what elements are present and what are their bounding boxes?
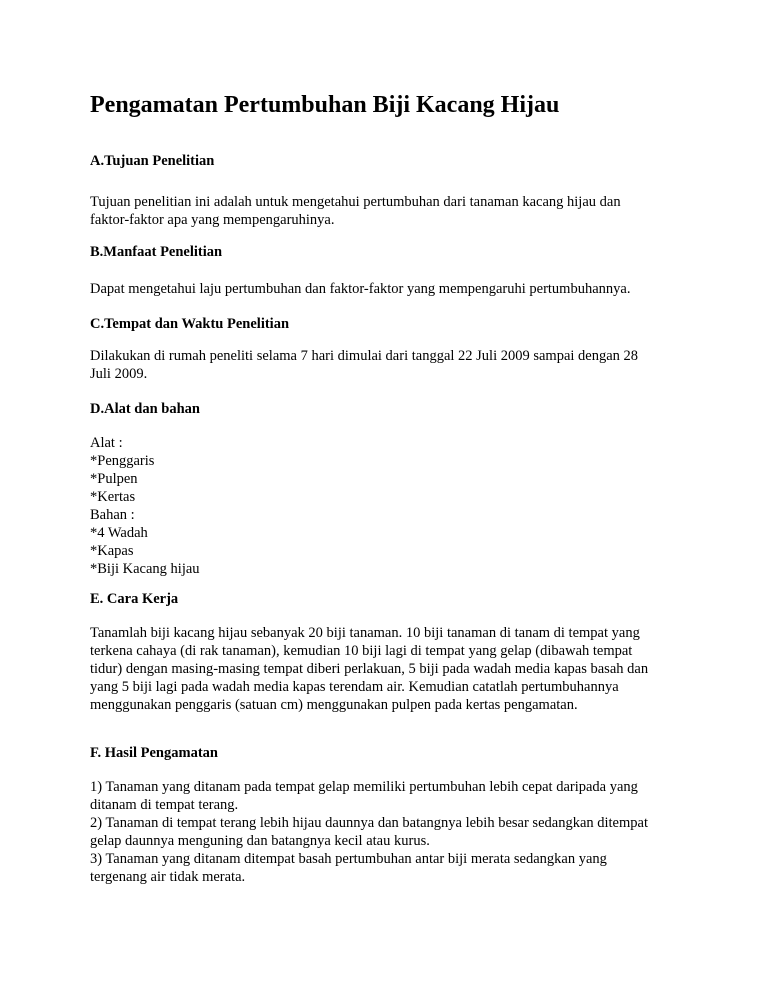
para-tujuan <box>90 193 690 229</box>
list-item: *4 Wadah <box>90 525 148 541</box>
list-item: Bahan : <box>90 507 135 523</box>
text-line: yang 5 biji lagi pada wadah media kapas terendam air. Kemudian catatlah pertumbuhannya <box>90 679 619 695</box>
text-line: Juli 2009. <box>90 366 148 382</box>
list-alat-bahan <box>90 434 690 578</box>
list-item: *Kapas <box>90 543 134 559</box>
list-item: *Pulpen <box>90 471 138 487</box>
heading-tujuan: A.Tujuan Penelitian <box>90 153 215 169</box>
text-line: menggunakan penggaris (satuan cm) menggunakan pulpen pada kertas pengamatan. <box>90 697 578 713</box>
text-line: tergenang air tidak merata. <box>90 869 246 885</box>
heading-hasil: F. Hasil Pengamatan <box>90 745 218 761</box>
list-item: *Penggaris <box>90 453 155 469</box>
text-line: 2) Tanaman di tempat terang lebih hijau daunnya dan batangnya lebih besar sedangkan ditempat <box>90 815 648 831</box>
text-line: 3) Tanaman yang ditanam ditempat basah pertumbuhan antar biji merata sedangkan yang <box>90 851 607 867</box>
para-manfaat <box>90 280 690 298</box>
heading-manfaat: B.Manfaat Penelitian <box>90 244 223 260</box>
heading-tempat: C.Tempat dan Waktu Penelitian <box>90 316 290 332</box>
list-item: *Biji Kacang hijau <box>90 561 200 577</box>
para-tempat <box>90 347 690 383</box>
heading-alat: D.Alat dan bahan <box>90 401 200 417</box>
text-line: tidur) dengan masing-masing tempat diberi perlakuan, 5 biji pada wadah media kapas basah dan <box>90 661 649 677</box>
para-cara-kerja <box>90 624 690 714</box>
document-title: Pengamatan Pertumbuhan Biji Kacang Hijau <box>90 92 560 118</box>
text-line: gelap daunnya menguning dan batangnya kecil atau kurus. <box>90 833 430 849</box>
heading-cara-kerja: E. Cara Kerja <box>90 591 179 607</box>
text-line: Dapat mengetahui laju pertumbuhan dan faktor-faktor yang mempengaruhi pertumbuhannya. <box>90 281 631 297</box>
text-line: Tujuan penelitian ini adalah untuk mengetahui pertumbuhan dari tanaman kacang hijau dan <box>90 194 621 210</box>
text-line: ditanam di tempat terang. <box>90 797 239 813</box>
text-line: Tanamlah biji kacang hijau sebanyak 20 biji tanaman. 10 biji tanaman di tanam di tempat yang <box>90 625 640 641</box>
para-hasil <box>90 778 690 886</box>
list-item: Alat : <box>90 435 123 451</box>
text-line: 1) Tanaman yang ditanam pada tempat gelap memiliki pertumbuhan lebih cepat daripada yang <box>90 779 638 795</box>
text-line: terkena cahaya (di rak tanaman), kemudian 10 biji lagi di tempat yang gelap (dibawah tempat <box>90 643 633 659</box>
text-line: faktor-faktor apa yang mempengaruhinya. <box>90 212 335 228</box>
text-line: Dilakukan di rumah peneliti selama 7 hari dimulai dari tanggal 22 Juli 2009 sampai dengan 28 <box>90 348 639 364</box>
list-item: *Kertas <box>90 489 136 505</box>
